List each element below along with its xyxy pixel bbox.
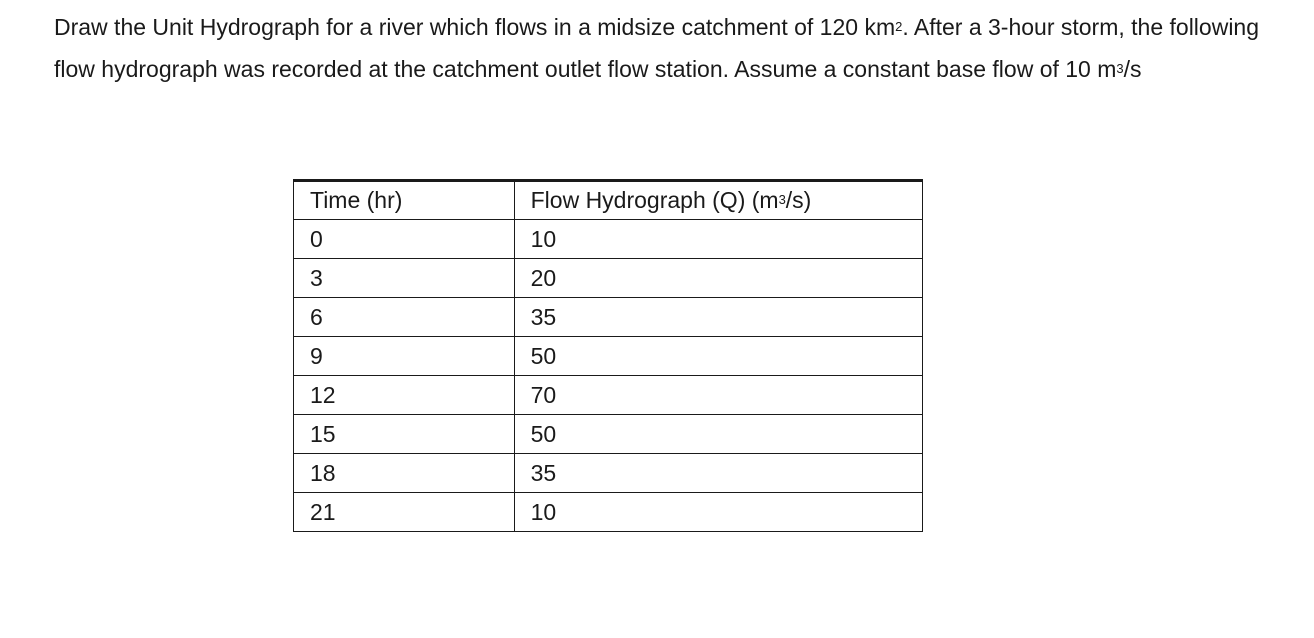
superscript-cubed: 3 [1116, 61, 1124, 76]
flow-cell: 10 [514, 493, 922, 532]
table-row [294, 454, 923, 493]
problem-text-part2: . After a 3-hour storm, the following flow hydrograph was recorded at the catchment outlet flow station. Assume a constant base flow of 10 m [54, 14, 1260, 82]
flow-cell: 50 [514, 337, 922, 376]
flow-cell: 35 [514, 454, 922, 493]
problem-text-part1: Draw the Unit Hydrograph for a river which flows in a midsize catchment of 120 km [54, 14, 896, 40]
table-row [294, 220, 923, 259]
flow-cell: 10 [514, 220, 922, 259]
table-header-row [294, 181, 923, 220]
table-row [294, 415, 923, 454]
hydrograph-table [293, 179, 923, 532]
time-cell: 3 [294, 259, 515, 298]
problem-text-part3: /s [1123, 56, 1142, 82]
table-row [294, 298, 923, 337]
table-row [294, 493, 923, 532]
header-flow: Flow Hydrograph (Q) $(m^3/s)$ [514, 181, 922, 220]
header-time: Time (hr) [294, 181, 515, 220]
flow-cell: 50 [514, 415, 922, 454]
table-row [294, 337, 923, 376]
time-cell: 9 [294, 337, 515, 376]
time-cell: 12 [294, 376, 515, 415]
time-cell: 18 [294, 454, 515, 493]
superscript-squared: 2 [895, 19, 903, 34]
table-row [294, 376, 923, 415]
time-cell: 0 [294, 220, 515, 259]
time-cell: 6 [294, 298, 515, 337]
problem-statement [54, 6, 1284, 90]
time-cell: 15 [294, 415, 515, 454]
flow-cell: 20 [514, 259, 922, 298]
table-row [294, 259, 923, 298]
time-cell: 21 [294, 493, 515, 532]
flow-cell: 70 [514, 376, 922, 415]
flow-cell: 35 [514, 298, 922, 337]
